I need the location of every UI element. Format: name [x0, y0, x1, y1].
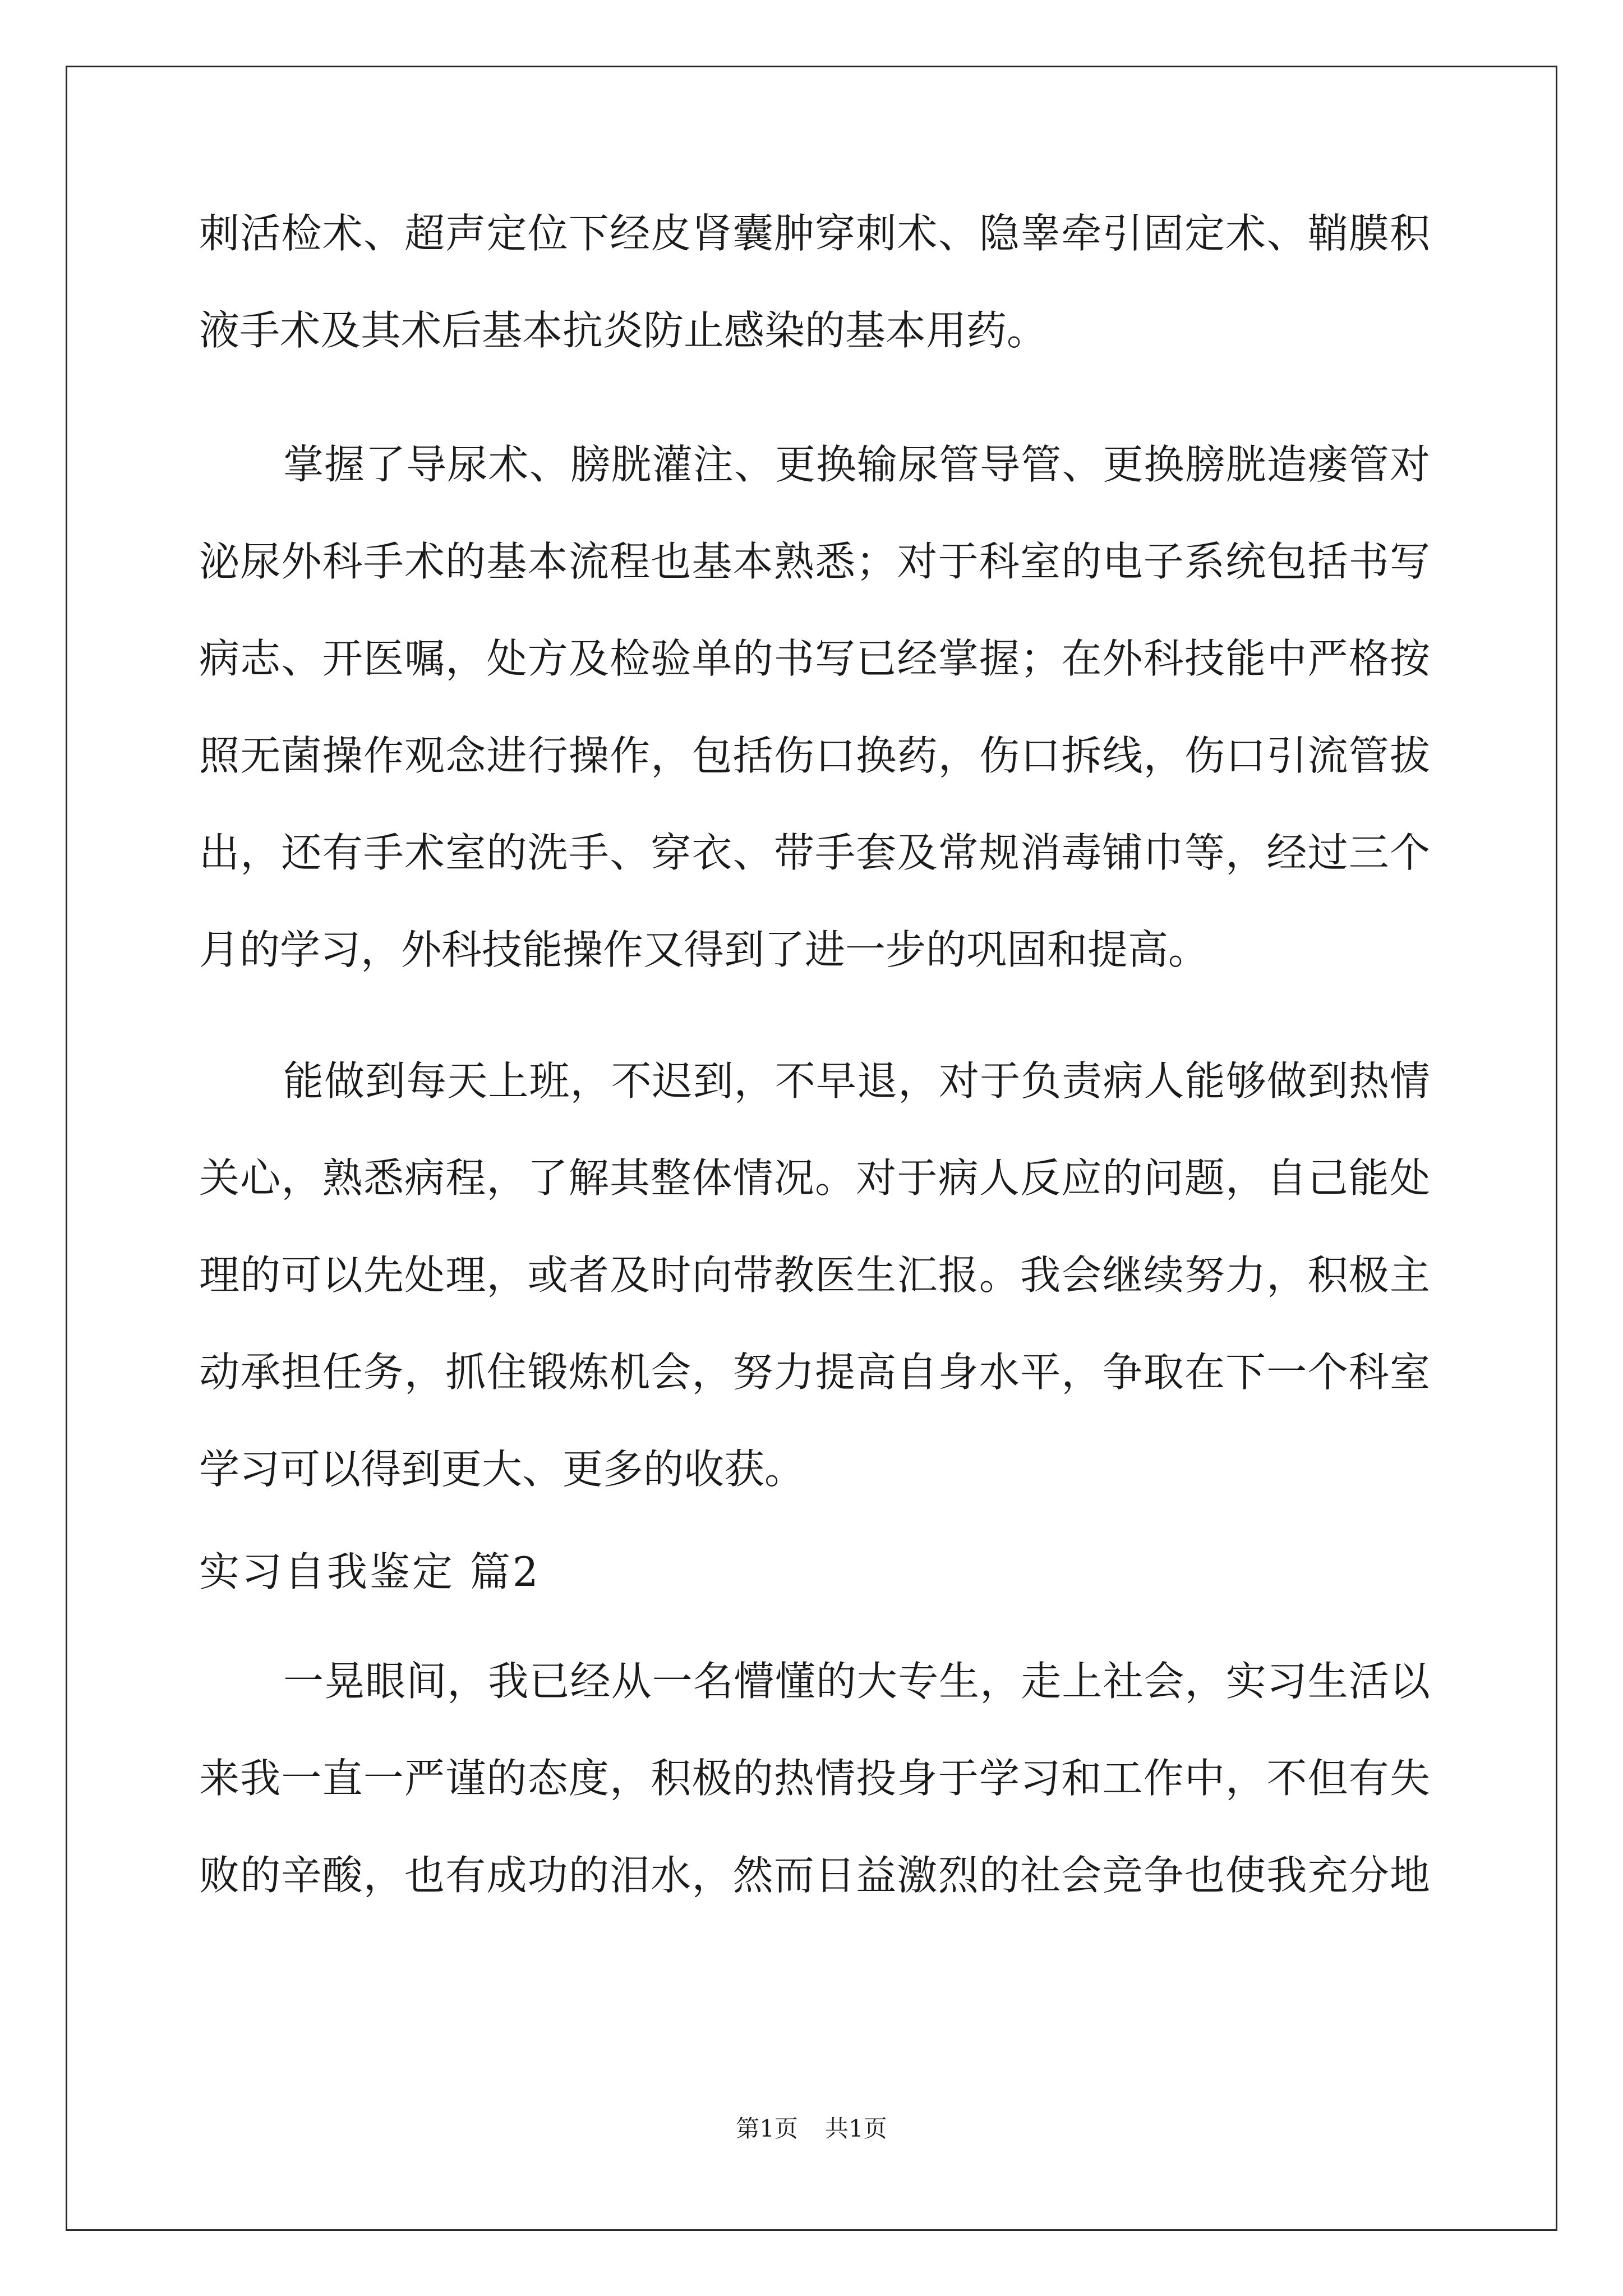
total-pages: 共1页	[825, 2115, 887, 2142]
text-line: 照无菌操作观念进行操作，包括伤口换药，伤口拆线，伤口引流管拔	[199, 732, 1430, 779]
section-heading: 实习自我鉴定 篇2	[199, 1548, 541, 1595]
text-line: 刺活检术、超声定位下经皮肾囊肿穿刺术、隐睾牵引固定术、鞘膜积	[199, 210, 1430, 257]
page-footer	[0, 2115, 1623, 2143]
text-line: 关心，熟悉病程，了解其整体情况。对于病人反应的问题，自己能处	[199, 1154, 1430, 1202]
page-number: 第1页	[736, 2115, 798, 2142]
text-line: 败的辛酸，也有成功的泪水，然而日益激烈的社会竞争也使我充分地	[199, 1852, 1430, 1899]
text-line: 来我一直一严谨的态度，积极的热情投身于学习和工作中，不但有失	[199, 1755, 1430, 1802]
paragraph-first-line: 能做到每天上班，不迟到，不早退，对于负责病人能够做到热情	[283, 1057, 1430, 1105]
text-line: 液手术及其术后基本抗炎防止感染的基本用药。	[199, 307, 1048, 354]
text-line: 动承担任务，抓住锻炼机会，努力提高自身水平，争取在下一个科室	[199, 1349, 1430, 1396]
page-border	[66, 66, 1557, 2231]
text-line: 学习可以得到更大、更多的收获。	[199, 1446, 805, 1493]
text-line: 泌尿外科手术的基本流程也基本熟悉；对于科室的电子系统包括书写	[199, 538, 1430, 585]
paragraph-first-line: 掌握了导尿术、膀胱灌注、更换输尿管导管、更换膀胱造瘘管对	[283, 441, 1430, 488]
text-line: 理的可以先处理，或者及时向带教医生汇报。我会继续努力，积极主	[199, 1251, 1430, 1299]
text-line: 出，还有手术室的洗手、穿衣、带手套及常规消毒铺巾等，经过三个	[199, 829, 1430, 876]
text-line: 月的学习，外科技能操作又得到了进一步的巩固和提高。	[199, 926, 1209, 973]
paragraph-first-line: 一晃眼间，我已经从一名懵懂的大专生，走上社会，实习生活以	[283, 1658, 1430, 1705]
text-line: 病志、开医嘱，处方及检验单的书写已经掌握；在外科技能中严格按	[199, 635, 1430, 682]
